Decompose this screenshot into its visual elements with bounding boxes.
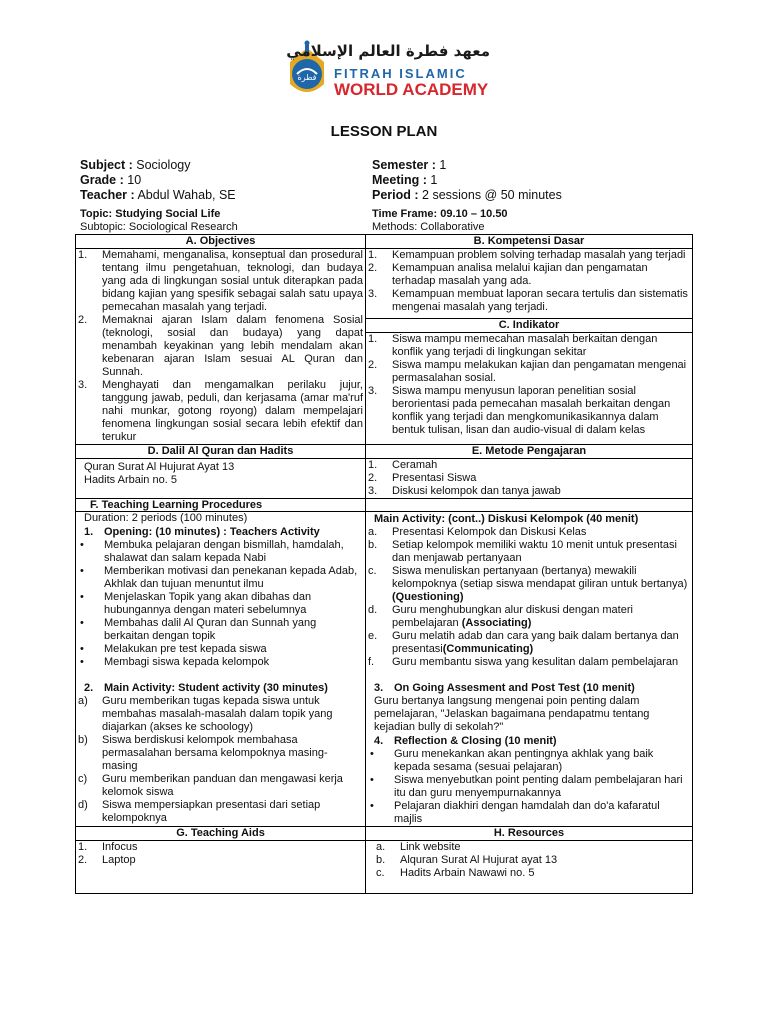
main-cont-item-text	[392, 526, 690, 539]
time-frame: Time Frame: 09.10 – 10.50	[372, 208, 508, 220]
opening-item	[78, 656, 363, 669]
opening-heading	[78, 525, 363, 539]
objectives-list	[78, 249, 363, 444]
section-a-header: A. Objectives	[76, 235, 366, 249]
aids-list	[78, 841, 363, 867]
main-cont-item	[368, 526, 690, 539]
opening-list	[78, 539, 363, 669]
reflection-number: 4.	[374, 735, 384, 747]
objective-item	[78, 379, 363, 444]
main-cont-item-marker: e.	[368, 630, 378, 642]
opening-item-bullet-icon: •	[80, 591, 84, 603]
opening-item-bullet-icon: •	[80, 643, 84, 655]
opening-item-text: Melakukan pre test kepada siswa	[104, 643, 267, 655]
resources-list	[368, 841, 690, 880]
main-activity-list	[78, 695, 363, 825]
reflection-list	[368, 748, 690, 826]
section-e-header: E. Metode Pengajaran	[366, 445, 693, 459]
reflection-item-text: Siswa menyebutkan point penting dalam pembelajaran hari itu dan guru menyempurnakannya	[394, 774, 683, 799]
period-label: Period :	[372, 188, 419, 202]
dalil-item: Hadits Arbain no. 5	[84, 474, 177, 486]
kompetensi-item-text: Kemampuan problem solving terhadap masalah yang terjadi	[392, 249, 686, 261]
metode-cell	[366, 459, 693, 499]
objective-item-text: Memaknai ajaran Islam dalam fenomena Sosial (teknologi, sosial dan budaya) yang dapat menambah keyakinan yang lebih mendalam akan kebenaran ajaran Islam sesuai AL Quran dan Sunnah.	[102, 314, 363, 378]
section-c-header: C. Indikator	[366, 319, 693, 333]
main-activity-item-marker: d)	[78, 799, 88, 811]
indikator-item-marker: 1.	[368, 333, 378, 346]
reflection-item-bullet-icon: •	[370, 774, 374, 786]
main-cont-item-text	[392, 656, 690, 669]
indikator-item-text: Siswa mampu memecahan masalah berkaitan dengan konflik yang terjadi di lingkungan sekitar	[392, 333, 658, 359]
main-cont-item	[368, 604, 690, 630]
main-activity-item	[78, 799, 363, 825]
reflection-item-bullet-icon: •	[370, 748, 374, 760]
objective-item-marker: 2.	[78, 314, 88, 326]
opening-item-text: Memberikan motivasi dan penekanan kepada Adab, Akhlak dan tujuan menuntut ilmu	[104, 565, 358, 590]
metode-item-text: Presentasi Siswa	[392, 472, 477, 484]
metode-item	[368, 459, 690, 472]
opening-item-bullet-icon: •	[80, 617, 84, 629]
main-activity-number: 2.	[84, 682, 94, 694]
indikator-item-marker: 3.	[368, 385, 378, 398]
main-activity-item-marker: c)	[78, 773, 88, 785]
objective-item-marker: 1.	[78, 249, 88, 261]
metode-item-marker: 1.	[368, 459, 378, 471]
main-cont-item-body: Guru menghubungkan alur diskusi dengan materi pembelajaran	[392, 604, 633, 629]
resource-item	[376, 841, 690, 854]
brand-name-line2: WORLD ACADEMY	[334, 80, 489, 99]
indikator-item	[368, 385, 690, 437]
section-g-header: G. Teaching Aids	[76, 827, 366, 841]
reflection-heading	[368, 734, 690, 748]
main-cont-item-body: Setiap kelompok memiliki waktu 10 menit untuk presentasi dan menjawab pertanyaan	[392, 539, 677, 564]
resource-item-text: Hadits Arbain Nawawi no. 5	[400, 867, 535, 879]
main-cont-item-keyword: (Questioning)	[392, 591, 464, 603]
dalil-item: Quran Surat Al Hujurat Ayat 13	[84, 461, 235, 473]
indikator-item-text: Siswa mampu melakukan kajian dan pengamatan mengenai permasalahan sosial.	[392, 359, 687, 385]
resource-item-marker: b.	[376, 854, 386, 866]
main-cont-item	[368, 630, 690, 656]
metode-list	[368, 459, 690, 498]
grade-label: Grade :	[80, 173, 124, 187]
subject-line	[80, 158, 190, 173]
objective-item-text: Memahami, menganalisa, konseptual dan prosedural tentang ilmu pengetahuan, teknologi, dan budaya yang ada di lingkungan sosial untuk diterapkan pada bidang kajian yang spesifik sebagai salah satu upaya pemecahan masalah yang terjadi.	[102, 249, 363, 313]
indikator-item-text: Siswa mampu menyusun laporan penelitian sosial berorientasi pada pemecahan masalah berkaitan dengan konflik yang terjadi dan mengkomunikasikannya dalam bentuk tulisan, lisan dan audio-visual di dalam kelas	[392, 385, 671, 437]
kompetensi-item-text: Kemampuan analisa melalui kajian dan pengamatan terhadap masalah yang ada.	[392, 262, 648, 287]
opening-item-text: Membagi siswa kepada kelompok	[104, 656, 270, 668]
section-f-spacer	[366, 499, 693, 512]
indikator-item	[368, 333, 690, 359]
section-h-header: H. Resources	[366, 827, 693, 841]
resource-item-text: Link website	[400, 841, 461, 853]
indikator-item-marker: 2.	[368, 359, 378, 372]
main-cont-item-keyword: (Associating)	[461, 617, 532, 629]
main-cont-item-marker: f.	[368, 656, 375, 668]
main-activity-item-text: Guru memberikan tugas kepada siswa untuk membahas masalah-masalah dalam topik yang diajarkan (akses ke schoology)	[102, 695, 333, 733]
procedures-left-cell	[76, 512, 366, 827]
main-cont-item-keyword: (Communicating)	[442, 643, 534, 655]
main-activity-item	[78, 695, 363, 734]
kompetensi-cell	[366, 249, 693, 319]
section-f-header: F. Teaching Learning Procedures	[76, 499, 366, 512]
resource-item	[376, 854, 690, 867]
main-cont-item	[368, 565, 690, 604]
opening-item-text: Menjelaskan Topik yang akan dibahas dan hubungannya dengan materi sebelumnya	[104, 591, 312, 616]
dalil-list	[78, 459, 363, 487]
subject-value: Sociology	[132, 158, 191, 172]
topic: Topic: Studying Social Life	[80, 208, 221, 220]
indikator-list	[368, 333, 690, 437]
aid-item	[78, 854, 363, 867]
main-cont-item-marker: b.	[368, 539, 378, 551]
opening-item	[78, 643, 363, 656]
assessment-number: 3.	[374, 682, 384, 694]
main-activity-item	[78, 734, 363, 773]
reflection-item	[368, 748, 690, 774]
main-activity-title: Main Activity: Student activity (30 minutes)	[104, 682, 328, 694]
kompetensi-item	[368, 249, 690, 262]
main-cont-item	[368, 656, 690, 669]
metode-item-marker: 3.	[368, 485, 378, 497]
main-cont-list	[368, 526, 690, 669]
grade-value: 10	[123, 173, 142, 187]
opening-item	[78, 591, 363, 617]
semester-label: Semester :	[372, 158, 436, 172]
teacher-line	[80, 188, 236, 203]
main-cont-item-body: Guru melatih adab dan cara yang baik dalam bertanya dan presentasi	[392, 630, 679, 655]
objective-item-marker: 3.	[78, 379, 88, 391]
main-activity-item-text: Siswa mempersiapkan presentasi dari setiap kelompoknya	[102, 799, 321, 824]
metode-item	[368, 472, 690, 485]
reflection-item	[368, 800, 690, 826]
main-cont-item-body: Guru membantu siswa yang kesulitan dalam pembelajaran	[392, 656, 679, 668]
reflection-item-bullet-icon: •	[370, 800, 374, 812]
kompetensi-item-marker: 1.	[368, 249, 378, 261]
objective-item-text: Menghayati dan mengamalkan perilaku jujur, tanggung jawab, peduli, dan kerjasama (amar ma'ruf nahi munkar, gotong royong) dalam mempelajari fenomena lingkungan sosial secara lebih efektif dan terukur	[102, 379, 363, 443]
opening-item	[78, 617, 363, 643]
kompetensi-item	[368, 262, 690, 288]
main-cont-item-text	[392, 565, 690, 604]
school-logo	[284, 36, 494, 116]
objective-item	[78, 249, 363, 314]
emblem-text: فطرة	[297, 73, 317, 82]
main-activity-item-text: Guru memberikan panduan dan mengawasi kerja kelomok siswa	[102, 773, 343, 798]
objective-item	[78, 314, 363, 379]
main-cont-item-body: Presentasi Kelompok dan Diskusi Kelas	[392, 526, 587, 538]
main-activity-item-text: Siswa berdiskusi kelompok membahasa permasalahan bersama kelompoknya masing-masing	[102, 734, 328, 772]
dalil-cell	[76, 459, 366, 499]
subtopic: Subtopic: Sociological Research	[80, 221, 238, 233]
assessment-title: On Going Assesment and Post Test (10 menit)	[394, 682, 635, 694]
opening-number: 1.	[84, 526, 94, 538]
period-value: 2 sessions @ 50 minutes	[418, 188, 562, 202]
meeting-value: 1	[426, 173, 438, 187]
resource-item-marker: c.	[376, 867, 385, 879]
opening-item-bullet-icon: •	[80, 656, 84, 668]
main-activity-heading	[78, 681, 363, 695]
resource-item-text: Alquran Surat Al Hujurat ayat 13	[400, 854, 558, 866]
opening-title: Opening: (10 minutes) : Teachers Activity	[104, 526, 320, 538]
opening-item-text: Membahas dalil Al Quran dan Sunnah yang berkaitan dengan topik	[104, 617, 317, 642]
opening-item-text: Membuka pelajaran dengan bismillah, hamdalah, shalawat dan salam kepada Nabi	[104, 539, 344, 564]
aids-cell	[76, 841, 366, 894]
metode-item	[368, 485, 690, 498]
aid-item-marker: 1.	[78, 841, 88, 853]
metode-item-text: Ceramah	[392, 459, 438, 471]
kompetensi-item-text: Kemampuan membuat laporan secara tertulis dan sistematis mengenai masalah yang terjadi.	[392, 288, 688, 313]
lesson-plan-table	[75, 234, 693, 894]
kompetensi-list	[368, 249, 690, 314]
page-title: LESSON PLAN	[330, 123, 438, 140]
main-cont-item-body: Siswa menuliskan pertanyaan (bertanya) mewakili kelompoknya (setiap siswa mendapat giliran untuk bertanya)	[392, 565, 688, 590]
arabic-school-name: معهد فطرة العالم الإسلامي	[286, 42, 490, 60]
reflection-item-text: Pelajaran diakhiri dengan hamdalah dan do'a kafaratul majlis	[394, 800, 660, 825]
main-cont-item-text	[392, 604, 690, 630]
metode-item-marker: 2.	[368, 472, 378, 484]
meeting-label: Meeting :	[372, 173, 427, 187]
reflection-item-text: Guru menekankan akan pentingnya akhlak yang baik kepada sesama (sesuai pelajaran)	[394, 748, 654, 773]
opening-item	[78, 539, 363, 565]
resources-cell	[366, 841, 693, 894]
resource-item	[376, 867, 690, 880]
resource-item-marker: a.	[376, 841, 386, 853]
section-b-header: B. Kompetensi Dasar	[366, 235, 693, 249]
main-cont-item-text	[392, 630, 690, 656]
procedures-right-cell	[366, 512, 693, 827]
grade-line	[80, 173, 141, 188]
kompetensi-item	[368, 288, 690, 314]
subject-label: Subject :	[80, 158, 133, 172]
section-d-header: D. Dalil Al Quran dan Hadits	[76, 445, 366, 459]
main-cont-item-marker: a.	[368, 526, 378, 538]
aid-item-text: Infocus	[102, 841, 138, 853]
main-activity-item	[78, 773, 363, 799]
opening-item-bullet-icon: •	[80, 539, 84, 551]
main-cont-item	[368, 539, 690, 565]
indikator-cell	[366, 333, 693, 445]
teacher-value: Abdul Wahab, SE	[134, 188, 236, 202]
methods: Methods: Collaborative	[372, 221, 485, 233]
main-cont-item-marker: d.	[368, 604, 378, 616]
period-line	[372, 188, 562, 203]
reflection-item	[368, 774, 690, 800]
objectives-cell	[76, 249, 366, 445]
assessment-heading	[368, 681, 690, 695]
opening-item	[78, 565, 363, 591]
main-activity-item-marker: a)	[78, 695, 88, 707]
brand-name-line1: FITRAH ISLAMIC	[334, 66, 467, 81]
assessment-text: Guru bertanya langsung mengenai poin penting dalam pemelajaran, "Jelaskan bagaimana pendapatmu tentang kejadian bully di sekolah?"	[374, 695, 650, 733]
opening-item-bullet-icon: •	[80, 565, 84, 577]
kompetensi-item-marker: 3.	[368, 288, 378, 300]
semester-value: 1	[435, 158, 447, 172]
duration: Duration: 2 periods (100 minutes)	[84, 512, 248, 524]
main-cont-title: Main Activity: (cont..) Diskusi Kelompok (40 menit)	[374, 513, 639, 525]
indikator-item	[368, 359, 690, 385]
teacher-label: Teacher :	[80, 188, 135, 202]
kompetensi-item-marker: 2.	[368, 262, 378, 274]
aid-item-text: Laptop	[102, 854, 136, 866]
aid-item-marker: 2.	[78, 854, 88, 866]
main-cont-item-marker: c.	[368, 565, 377, 577]
metode-item-text: Diskusi kelompok dan tanya jawab	[392, 485, 561, 497]
reflection-title: Reflection & Closing (10 menit)	[394, 735, 557, 747]
main-activity-item-marker: b)	[78, 734, 88, 746]
main-cont-item-text	[392, 539, 690, 565]
meeting-line	[372, 173, 437, 188]
aid-item	[78, 841, 363, 854]
semester-line	[372, 158, 446, 173]
